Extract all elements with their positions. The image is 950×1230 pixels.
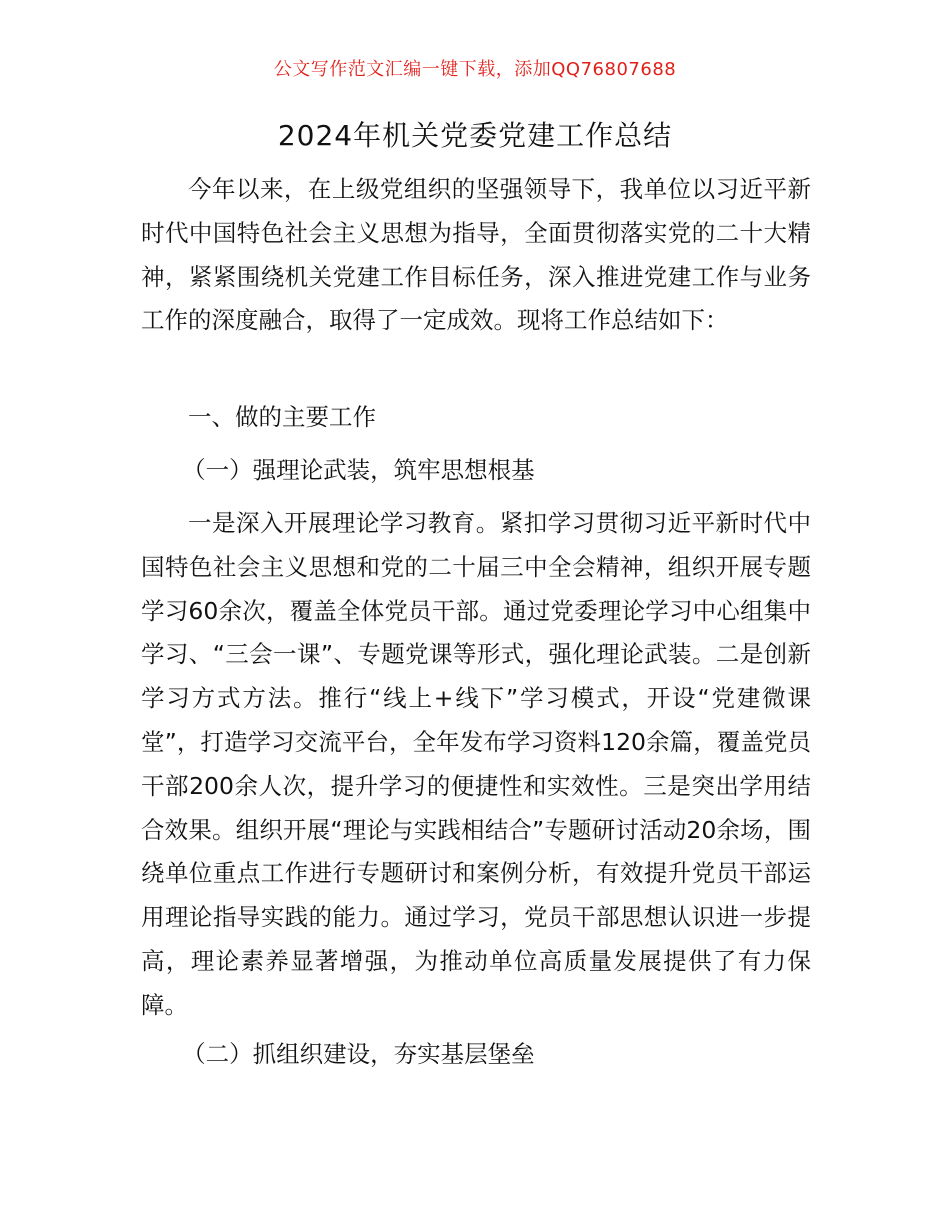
section-heading-main-work: 一、做的主要工作 [188, 403, 376, 431]
subsection-heading-theory: （一）强理论武装，筑牢思想根基 [182, 456, 535, 484]
theory-text: 一是深入开展理论学习教育。紧扣学习贯彻习近平新时代中国特色社会主义思想和党的二十届三中全会精神，组织开展专题学习60余次，覆盖全体党员干部。通过党委理论学习中心组集中学习、“三会一课”、专题党课等形式，强化理论武装。二是创新学习方式方法。推行“线上+线下”学习模式，开设“党建微课堂”，打造学习交流平台，全年发布学习资料120余篇，覆盖党员干部200余人次，提升学习的便捷性和实效性。三是突出学用结合效果。组织开展“理论与实践相结合”专题研讨活动20余场，围绕单位重点工作进行专题研讨和案例分析，有效提升党员干部运用理论指导实践的能力。通过学习，党员干部思想认识进一步提高，理论素养显著增强，为推动单位高质量发展提供了有力保障。 [141, 509, 811, 1019]
subsection-heading-organization: （二）抓组织建设，夯实基层堡垒 [182, 1040, 535, 1068]
intro-paragraph [141, 168, 811, 343]
document-title: 2024年机关党委党建工作总结 [277, 119, 673, 152]
download-banner: 公文写作范文汇编一键下载，添加QQ76807688 [273, 59, 677, 80]
intro-text: 今年以来，在上级党组织的坚强领导下，我单位以习近平新时代中国特色社会主义思想为指导，全面贯彻落实党的二十大精神，紧紧围绕机关党建工作目标任务，深入推进党建工作与业务工作的深度融合，取得了一定成效。现将工作总结如下： [141, 175, 811, 335]
theory-paragraph [141, 502, 811, 1028]
